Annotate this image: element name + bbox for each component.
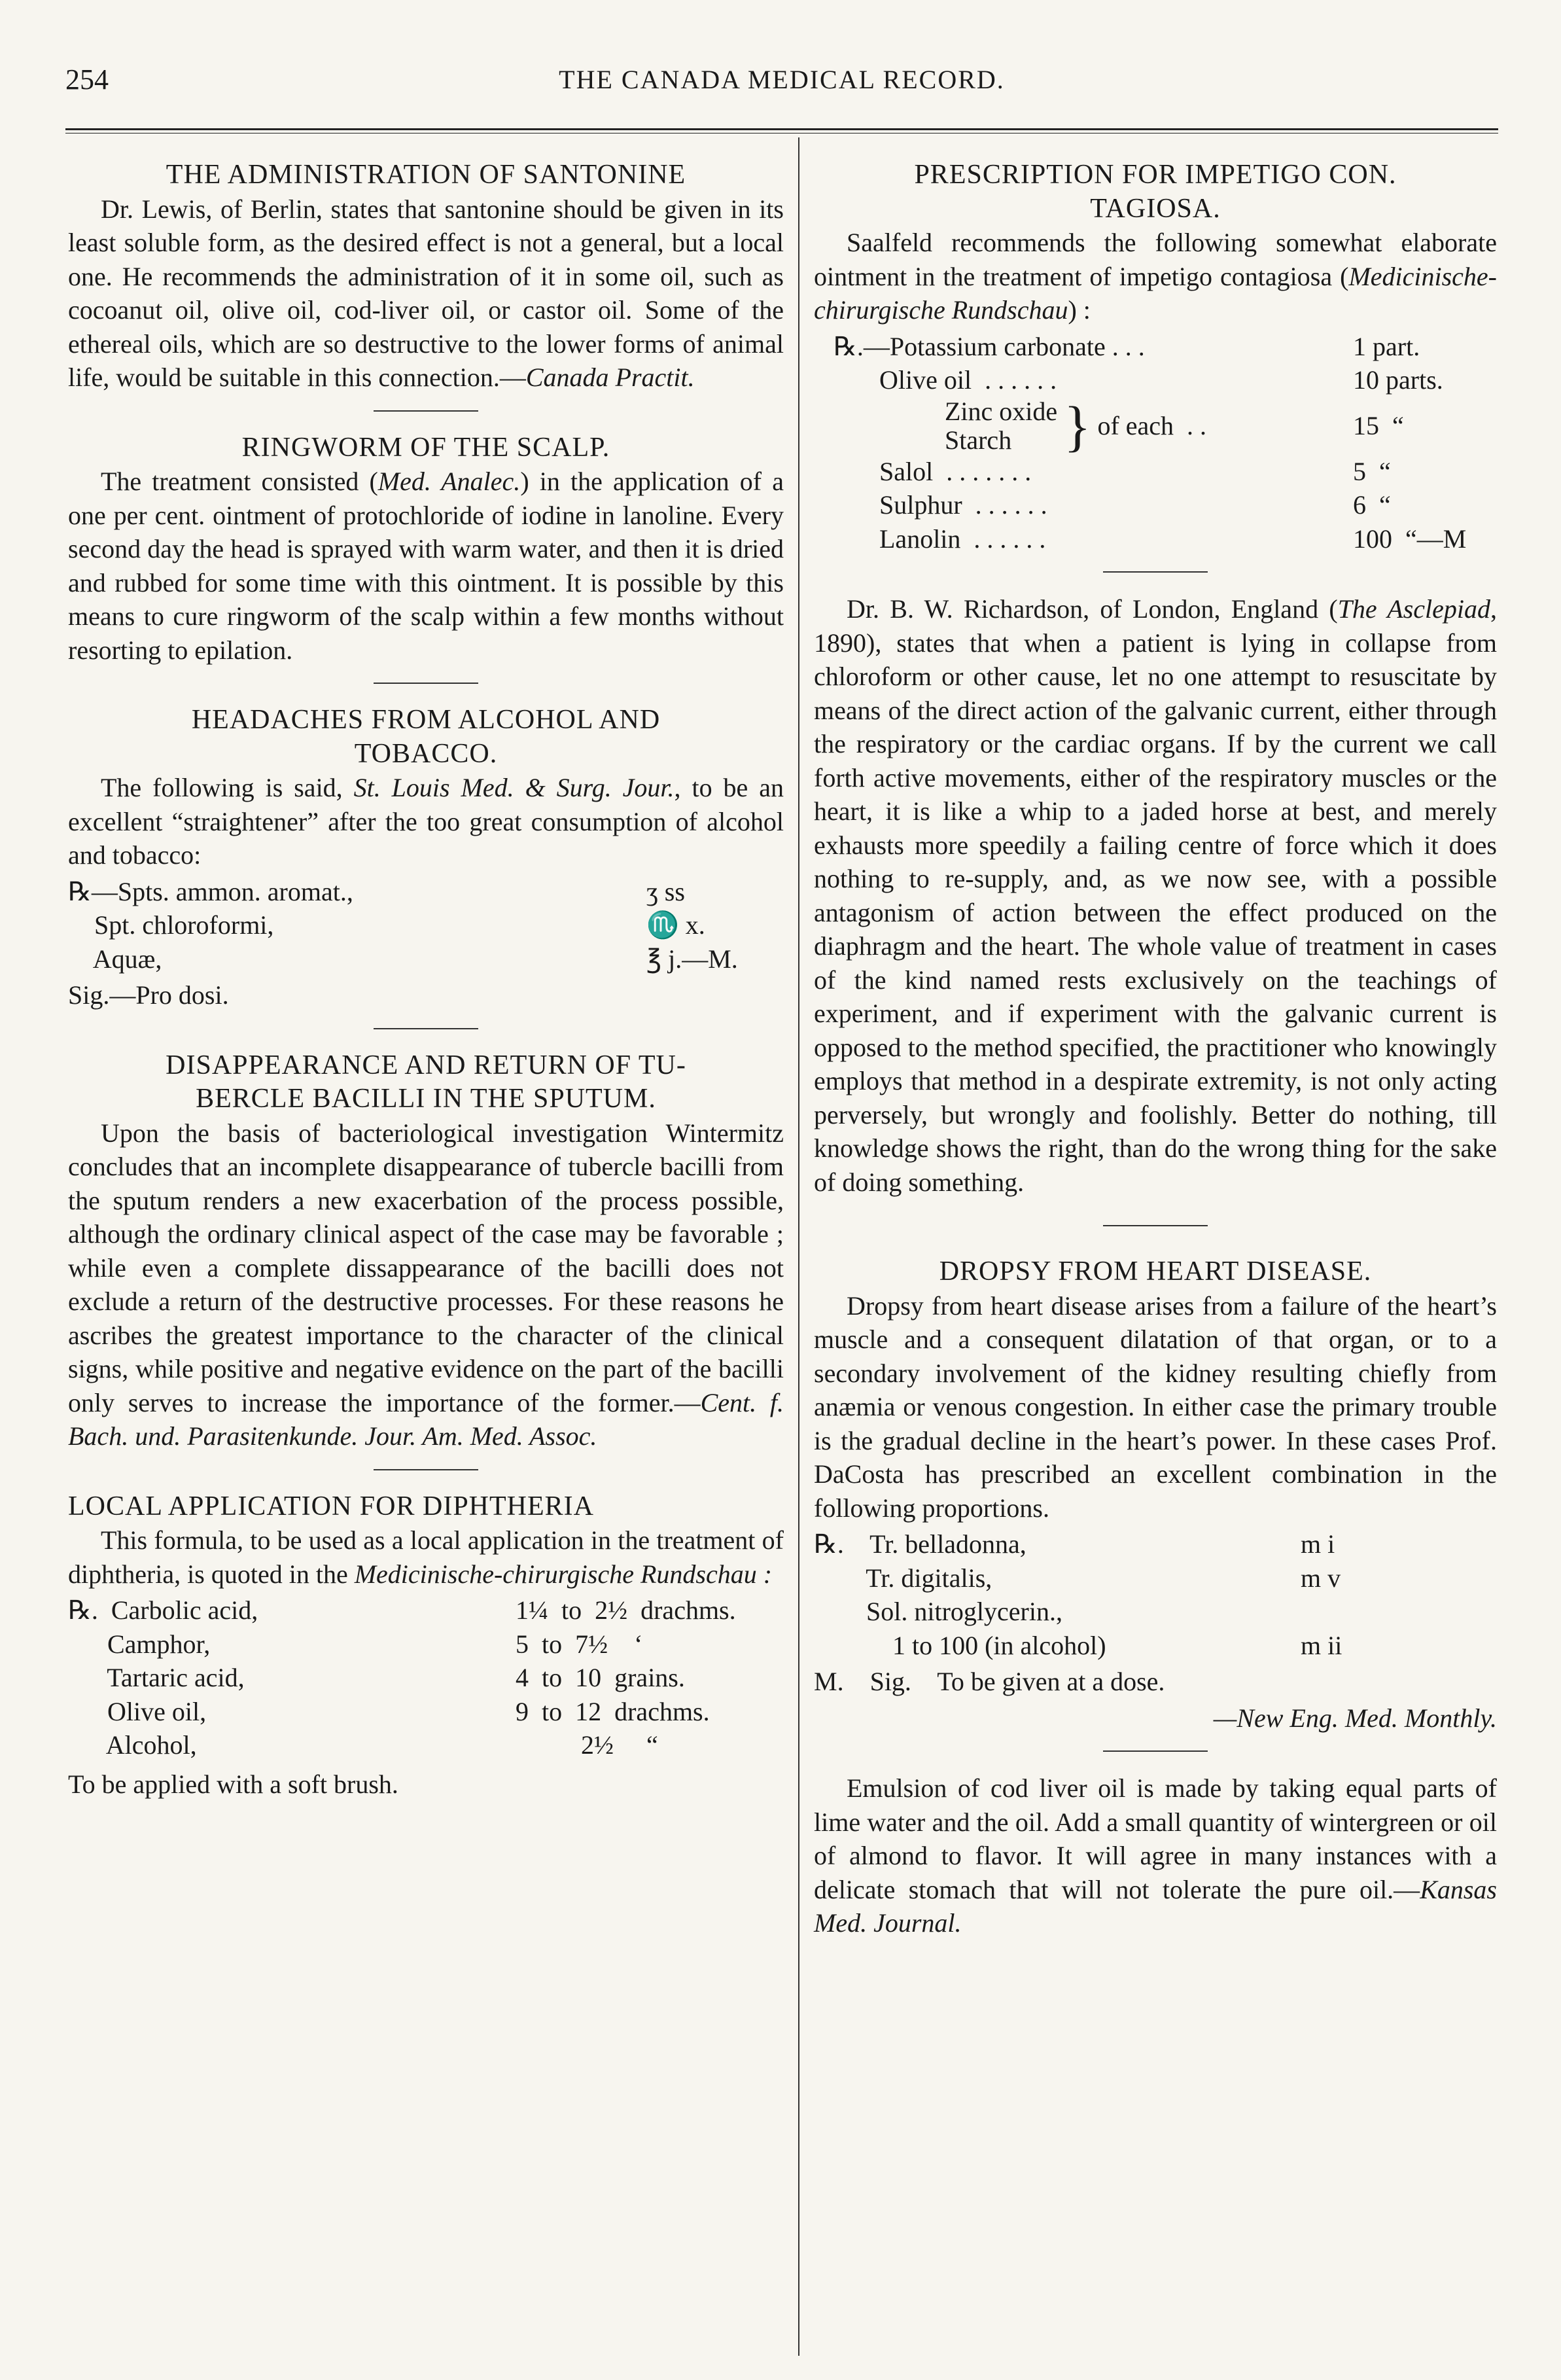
- prescription: [814, 1527, 1497, 1735]
- prescription-line: ℞.—Potassium carbonate . . . 1 part.: [833, 331, 1420, 361]
- article-separator: [374, 1028, 478, 1029]
- article-title: DISAPPEARANCE AND RETURN OF TU- BERCLE BACILLI IN THE SPUTUM.: [166, 1050, 686, 1114]
- article-separator: [1103, 571, 1208, 573]
- prescription-line: Olive oil, 9 to 12 drachms.: [68, 1696, 710, 1726]
- prescription-line: Sulphur . . . . . . 6 “: [833, 490, 1391, 520]
- article-title: LOCAL APPLICATION FOR DIPHTHERIA: [68, 1491, 594, 1521]
- article-ringworm: [68, 431, 784, 667]
- prescription: [814, 330, 1497, 556]
- article-source: Canada Practit.: [525, 363, 695, 392]
- right-column: [814, 158, 1497, 1940]
- article-body: Upon the basis of bacteriological investigation Wintermitz concludes that an incomplete disappearance of tubercle bacilli from the sputum renders a new exacerbation of the process possible, although the ordinary clinical aspect of the case may be favorable ; while even a complete dissappearance of the bacilli does not exclude a return of the destructive processes. For these reasons he ascribes the greatest importance to the character of the clinical signs, while positive and negative evidence on the part of the bacilli only serves to increase the importance of the former.—Cent. f. Bach. und. Parasitenkunde. Jour. Am. Med. Assoc.: [68, 1118, 784, 1451]
- article-separator: [1103, 1225, 1208, 1226]
- prescription-line: Lanolin . . . . . . 100 “—M: [833, 524, 1467, 554]
- article-body: Dropsy from heart disease arises from a failure of the heart’s muscle and a consequent dilatation of that organ, or to a secondary involvement of the kidney resulting chiefly from anæmia or venous congestion. In either case the primary trouble is the gradual decline in the heart’s power. In these cases Prof. DaCosta has prescribed an excellent combination in the following proportions.: [814, 1290, 1497, 1523]
- prescription-line: Salol . . . . . . . 5 “: [833, 456, 1391, 486]
- article-body: The treatment consisted (Med. Analec.) in the application of a one per cent. ointment of protochloride of iodine in lanoline. Every second day the head is sprayed with warm water, and then it is dried and rubbed for some time with this ointment. It is possible by this means to cure ringworm of the scalp within a few months without resorting to epilation.: [68, 467, 784, 665]
- prescription-line: ℞. Tr. belladonna, m i: [814, 1529, 1335, 1559]
- prescription-sig: Sig.—Pro dosi.: [68, 980, 229, 1010]
- running-title: THE CANADA MEDICAL RECORD.: [559, 65, 1005, 94]
- prescription-line: Alcohol, 2½ “: [68, 1730, 658, 1760]
- article-source: Kansas Med. Journal.: [814, 1874, 1497, 1938]
- article-separator: [374, 1469, 478, 1470]
- article-body: Emulsion of cod liver oil is made by taking equal parts of lime water and the oil. Add a small quantity of wintergreen or oil of almond to flavor. It will agree in many instances with a delicate stomach that will not tolerate the pure oil.—Kansas Med. Journal.: [814, 1773, 1497, 1938]
- article-bacilli: [68, 1049, 784, 1453]
- prescription-line: Zinc oxide Starch } of each . . 15 “: [945, 394, 1404, 457]
- prescription-line: Tartaric acid, 4 to 10 grains.: [68, 1663, 685, 1692]
- article-santonine: [68, 158, 784, 395]
- prescription-line: Olive oil . . . . . . 10 parts.: [833, 365, 1443, 395]
- article-separator: [374, 410, 478, 412]
- article-separator: [1103, 1750, 1208, 1752]
- article-richardson: [814, 592, 1497, 1199]
- article-diphtheria: [68, 1490, 784, 1802]
- header-rule: [65, 128, 1498, 130]
- prescription-sig: M. Sig. To be given at a dose.: [814, 1667, 1165, 1696]
- prescription-line: Spt. chloroformi, ♏ x.: [68, 910, 705, 940]
- article-headaches: [68, 703, 784, 1012]
- article-impetigo: [814, 158, 1497, 556]
- prescription: [68, 875, 784, 1012]
- article-body: The following is said, St. Louis Med. & Surg. Jour., to be an excellent “straightener” after the too great consumption of alcohol and tobacco:: [68, 773, 784, 870]
- article-body: Saalfeld recommends the following somewhat elaborate ointment in the treatment of impetigo contagiosa (Medicinische-chirurgische Rundschau) :: [814, 228, 1497, 325]
- prescription-line: Aquæ, ℥ j.—M.: [68, 944, 738, 974]
- article-separator: [374, 683, 478, 684]
- prescription-line: ℞—Spts. ammon. aromat., ʒ ss: [68, 876, 685, 906]
- article-title: THE ADMINISTRATION OF SANTONINE: [166, 160, 686, 190]
- article-dropsy: [814, 1255, 1497, 1735]
- article-title: PRESCRIPTION FOR IMPETIGO CON. TAGIOSA.: [914, 160, 1397, 224]
- prescription-line: Tr. digitalis, m v: [814, 1563, 1341, 1593]
- column-divider: [798, 137, 799, 2356]
- article-body: Dr. Lewis, of Berlin, states that santonine should be given in its least soluble form, as the desired effect is not a general, but a local one. He recommends the administration of it in some oil, such as cocoanut oil, olive oil, cod-liver oil, or castor oil. Some of the ethereal oils, which are so destructive to the lower forms of animal life, would be suitable in this connection.—Canada Practit.: [68, 194, 784, 392]
- prescription: [68, 1593, 784, 1762]
- prescription-line: Camphor, 5 to 7½ ‘: [68, 1629, 643, 1659]
- page-number: 254: [65, 63, 109, 96]
- prescription-line: Sol. nitroglycerin.,: [814, 1597, 1062, 1626]
- prescription-note: To be applied with a soft brush.: [68, 1769, 398, 1799]
- article-body: This formula, to be used as a local application in the treatment of diphtheria, is quoted in the Medicinische-chirurgische Rundschau :: [68, 1525, 784, 1589]
- prescription-line: ℞. Carbolic acid, 1¼ to 2½ drachms.: [68, 1595, 736, 1625]
- left-column: [68, 158, 784, 1803]
- article-body: Dr. B. W. Richardson, of London, England (The Asclepiad, 1890), states that when a patient is lying in collapse from chloroform or other cause, let no one attempt to resuscitate by means of the direct action of the galvanic current, either through the respiratory or the cardiac organs. If by the current we call forth active movements, either of the respiratory muscles or the heart, it is like a whip to a jaded horse at best, and merely exhausts more speedily a failing centre of force which it does nothing to re-supply, and, as we now see, with a possible antagonism of action between the effect produced on the diaphragm and the heart. The whole value of treatment in cases of the kind named rests exclusively on the teachings of experiment, and if experiment with the galvanic current is opposed to the method specified, the practitioner who knowingly employs that method in a despirate extremity, is not only acting perversely, but wrongly and foolishly. Better do nothing, till knowledge shows the right, than do the wrong thing for the sake of doing something.: [814, 594, 1497, 1197]
- article-source: —New Eng. Med. Monthly.: [1213, 1703, 1497, 1733]
- article-title: DROPSY FROM HEART DISEASE.: [939, 1256, 1372, 1287]
- article-title: HEADACHES FROM ALCOHOL AND TOBACCO.: [191, 705, 661, 769]
- article-emulsion: [814, 1771, 1497, 1940]
- article-source: Cent. f. Bach. und. Parasitenkunde. Jour. Am. Med. Assoc.: [68, 1387, 784, 1451]
- page-header: [65, 63, 1498, 102]
- brace-icon: }: [1064, 394, 1091, 457]
- prescription-line: 1 to 100 (in alcohol) m ii: [814, 1630, 1342, 1660]
- article-title: RINGWORM OF THE SCALP.: [241, 432, 610, 463]
